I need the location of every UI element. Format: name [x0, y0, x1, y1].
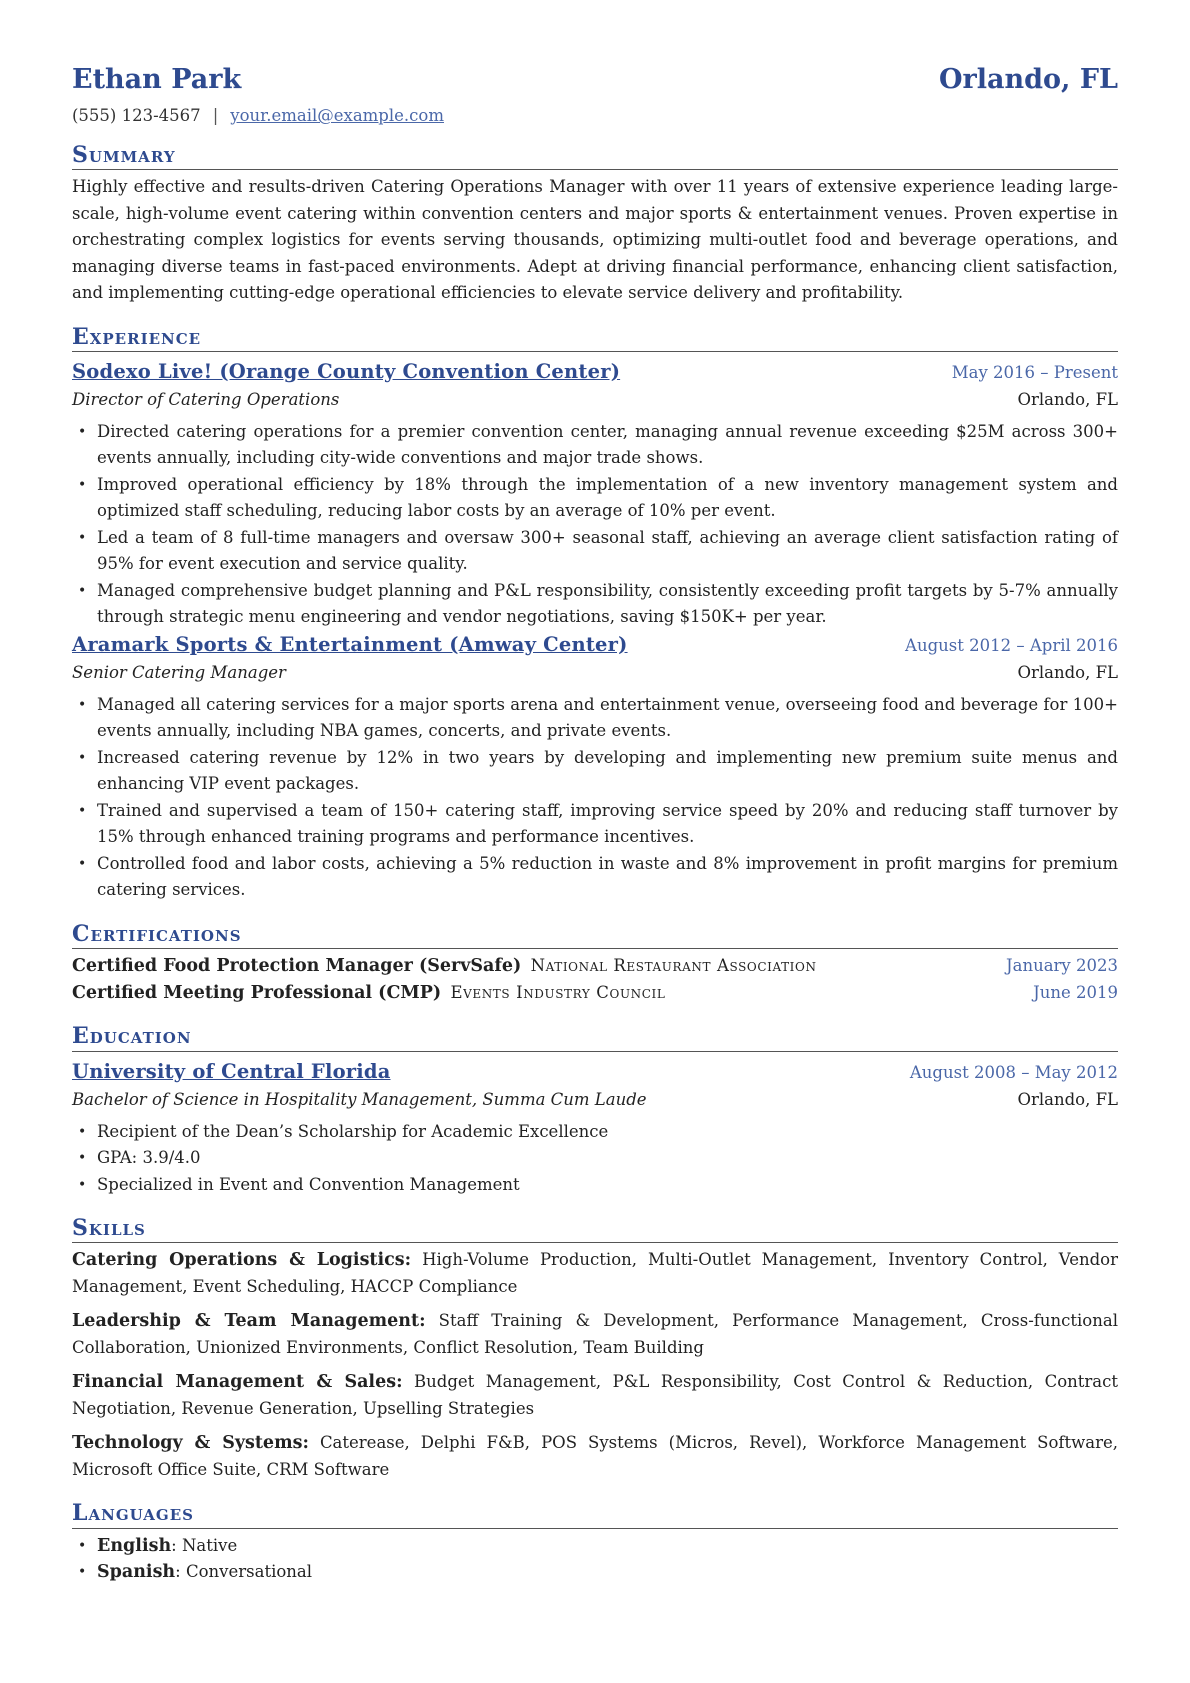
bullet-item: • Trained and supervised a team of 150+ catering staff, improving service speed by 20% and reducing staff turnover by 15% through enhanced training programs and performance incentives.	[72, 798, 1118, 851]
employer-link[interactable]: Aramark Sports & Entertainment (Amway Center)	[72, 632, 628, 656]
experience-heading: Experience	[72, 325, 1118, 352]
skill-group	[72, 1308, 1118, 1361]
language-item	[72, 1533, 1118, 1560]
summary-text: Highly effective and results-driven Catering Operations Manager with over 11 years of extensive experience leading large-scale, high-volume event catering within convention centers and major sports & entertainment venues. Proven expertise in orchestrating complex logistics for events serving thousands, optimizing multi-outlet food and beverage operations, and managing diverse teams in fast-paced environments. Adept at driving financial performance, enhancing client satisfaction, and implementing cutting-edge operational efficiencies to elevate service delivery and profitability.	[72, 177, 1118, 303]
bullet-item: • Specialized in Event and Convention Management	[72, 1172, 1118, 1199]
certifications-list	[72, 953, 1118, 1006]
resume-header	[72, 64, 1118, 96]
candidate-location: Orlando, FL	[939, 64, 1118, 95]
education-location: Orlando, FL	[1017, 1089, 1118, 1109]
bullet-item: • Increased catering revenue by 12% in two years by developing and implementing new premium suite menus and enhancing VIP event packages.	[72, 745, 1118, 798]
skill-group	[72, 1247, 1118, 1300]
contact-separator: |	[212, 106, 219, 126]
skill-category: Catering Operations & Logistics:	[72, 1250, 412, 1271]
school-link[interactable]: University of Central Florida	[72, 1059, 391, 1083]
certification-issuer: Events Industry Council	[450, 982, 666, 1002]
certification-info	[72, 953, 817, 980]
job-dates: August 2012 – April 2016	[905, 635, 1118, 655]
bullet-item: • Directed catering operations for a premier convention center, managing annual revenue exceeding $25M across 300+ events annually, including city-wide conventions and major trade shows.	[72, 419, 1118, 472]
job-bullets	[72, 419, 1118, 631]
certification-info	[72, 980, 665, 1007]
skill-group	[72, 1430, 1118, 1483]
certification-date: January 2023	[1006, 956, 1118, 976]
language-name: Spanish	[97, 1562, 176, 1583]
language-item	[72, 1559, 1118, 1586]
bullet-item: • Controlled food and labor costs, achieving a 5% reduction in waste and 8% improvement in profit margins for premium catering services.	[72, 851, 1118, 904]
skill-category: Technology & Systems:	[72, 1433, 309, 1454]
contact-line	[72, 105, 1118, 126]
language-level: : Conversational	[175, 1562, 313, 1582]
skill-items: Budget Management, P&L Responsibility, Cost Control & Reduction, Contract Negotiation, Revenue Generation, Upselling Strategies	[72, 1372, 1119, 1418]
job-location: Orlando, FL	[1017, 389, 1118, 409]
bullet-item: • Led a team of 8 full-time managers and oversaw 300+ seasonal staff, achieving an average client satisfaction rating of 95% for event execution and service quality.	[72, 525, 1118, 578]
phone-number: (555) 123-4567	[72, 106, 201, 126]
education-heading: Education	[72, 1024, 1118, 1051]
experience-entry	[72, 631, 1118, 904]
job-bullets	[72, 692, 1118, 904]
certification-item	[72, 953, 1118, 980]
certification-name: Certified Meeting Professional (CMP)	[72, 982, 442, 1003]
experience-entry-header	[72, 358, 1118, 387]
bullet-item: • Managed comprehensive budget planning and P&L responsibility, consistently exceeding profit targets by 5-7% annually through strategic menu engineering and vendor negotiations, saving $150K+ per year.	[72, 578, 1118, 631]
skill-items: Caterease, Delphi F&B, POS Systems (Micros, Revel), Workforce Management Software, Microsoft Office Suite, CRM Software	[72, 1433, 1118, 1479]
languages-heading: Languages	[72, 1501, 1118, 1528]
degree: Bachelor of Science in Hospitality Management, Summa Cum Laude	[72, 1089, 647, 1109]
experience-entry-subheader	[72, 660, 1118, 686]
bullet-item: • GPA: 3.9/4.0	[72, 1145, 1118, 1172]
experience-entry	[72, 358, 1118, 631]
skill-items: High-Volume Production, Multi-Outlet Management, Inventory Control, Vendor Management, Event Scheduling, HACCP Compliance	[72, 1250, 1118, 1296]
job-dates: May 2016 – Present	[951, 362, 1118, 382]
education-dates: August 2008 – May 2012	[909, 1062, 1118, 1082]
certification-date: June 2019	[1033, 982, 1118, 1002]
certification-item	[72, 980, 1118, 1007]
job-title: Senior Catering Manager	[72, 662, 286, 682]
summary-heading: Summary	[72, 143, 1118, 170]
job-location: Orlando, FL	[1017, 662, 1118, 682]
experience-entry-header	[72, 631, 1118, 660]
email-link[interactable]: your.email@example.com	[230, 106, 444, 126]
skill-category: Financial Management & Sales:	[72, 1372, 403, 1393]
certification-issuer: National Restaurant Association	[530, 956, 817, 976]
skill-items: Staff Training & Development, Performance Management, Cross-functional Collaboration, Unionized Environments, Conflict Resolution, Team Building	[72, 1311, 1118, 1357]
language-name: English	[97, 1535, 172, 1556]
skills-heading: Skills	[72, 1216, 1118, 1243]
certification-name: Certified Food Protection Manager (ServSafe)	[72, 956, 522, 977]
bullet-item: • Improved operational efficiency by 18% through the implementation of a new inventory management system and optimized staff scheduling, reducing labor costs by an average of 10% per event.	[72, 472, 1118, 525]
language-level: : Native	[171, 1535, 238, 1555]
education-entry-subheader	[72, 1087, 1118, 1113]
education-bullets	[72, 1119, 1118, 1199]
candidate-name: Ethan Park	[72, 64, 242, 95]
education-entry-header	[72, 1058, 1118, 1087]
education-entry	[72, 1058, 1118, 1199]
bullet-item: • Recipient of the Dean’s Scholarship for Academic Excellence	[72, 1119, 1118, 1146]
skill-group	[72, 1369, 1118, 1422]
bullet-item: • Managed all catering services for a major sports arena and entertainment venue, overseeing food and beverage for 100+ events annually, including NBA games, concerts, and private events.	[72, 692, 1118, 745]
skill-category: Leadership & Team Management:	[72, 1311, 426, 1332]
experience-entry-subheader	[72, 387, 1118, 413]
languages-list	[72, 1533, 1118, 1586]
certifications-heading: Certifications	[72, 922, 1118, 949]
employer-link[interactable]: Sodexo Live! (Orange County Convention Center)	[72, 359, 621, 383]
job-title: Director of Catering Operations	[72, 389, 340, 409]
